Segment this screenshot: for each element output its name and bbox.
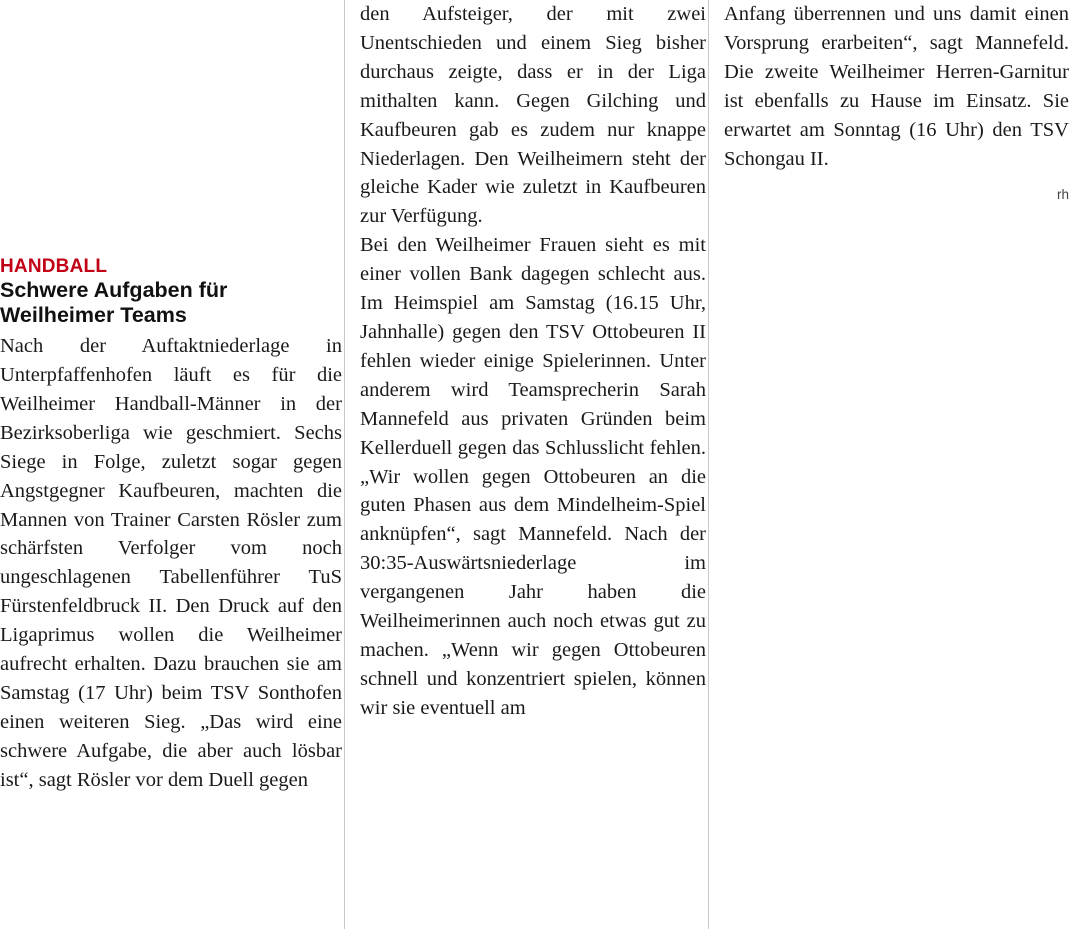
column-2: [360, 0, 724, 929]
column-1-top-spacer: [0, 0, 342, 256]
article-paragraph: Bei den Weilheimer Frauen sieht es mit einer vollen Bank dagegen schlecht aus. Im Heimspiel am Samstag (16.15 Uhr, Jahnhalle) gegen den TSV Ottobeuren II fehlen wieder einige Spielerinnen. Unter anderem wird Teamsprecherin Sarah Mannefeld aus privaten Gründen beim Kellerduell gegen das Schlusslicht fehlen. „Wir wollen gegen Ottobeuren an die guten Phasen aus dem Mindelheim-Spiel anknüpfen“, sagt Mannefeld. Nach der 30:35-Auswärtsniederlage im vergangenen Jahr haben die Weilheimerinnen auch noch etwas gut zu machen. „Wenn wir gegen Ottobeuren schnell und konzentriert spielen, können wir sie eventuell am: [360, 234, 706, 719]
article-byline: rh: [1056, 187, 1069, 203]
article-paragraph: Anfang überrennen und uns damit einen Vorsprung erarbeiten“, sagt Mannefeld. Die zweite Weilheimer Herren-Garnitur ist ebenfalls zu Hause im Einsatz. Sie erwartet am Sonntag (16 Uhr) den TSV Schongau II.: [724, 3, 1069, 170]
column-3: [724, 0, 1069, 929]
article-paragraph: Nach der Auftaktniederlage in Unterpfaffenhofen läuft es für die Weilheimer Handball-Männer in der Bezirksoberliga wie geschmiert. Sechs Siege in Folge, zuletzt sogar gegen Angstgegner Kaufbeuren, machten die Mannen von Trainer Carsten Rösler zum schärfsten Verfolger vom noch ungeschlagenen Tabellenführer TuS Fürstenfeldbruck II. Den Druck auf den Ligaprimus wollen die Weilheimer aufrecht erhalten. Dazu brauchen sie am Samstag (17 Uhr) beim TSV Sonthofen einen weiteren Sieg. „Das wird eine schwere Aufgabe, die aber auch lösbar ist“, sagt Rösler vor dem Duell gegen: [0, 335, 342, 791]
article-kicker: HANDBALL: [0, 256, 108, 277]
column-1: [0, 0, 360, 929]
article-headline: Schwere Aufgaben für Weilheimer Teams: [0, 278, 228, 328]
article-paragraph: den Aufsteiger, der mit zwei Unentschieden und einem Sieg bisher durchaus zeigte, dass er in der Liga mithalten kann. Gegen Gilching und Kaufbeuren gab es zudem nur knappe Niederlagen. Den Weilheimern steht der gleiche Kader wie zuletzt in Kaufbeuren zur Verfügung.: [360, 3, 706, 228]
